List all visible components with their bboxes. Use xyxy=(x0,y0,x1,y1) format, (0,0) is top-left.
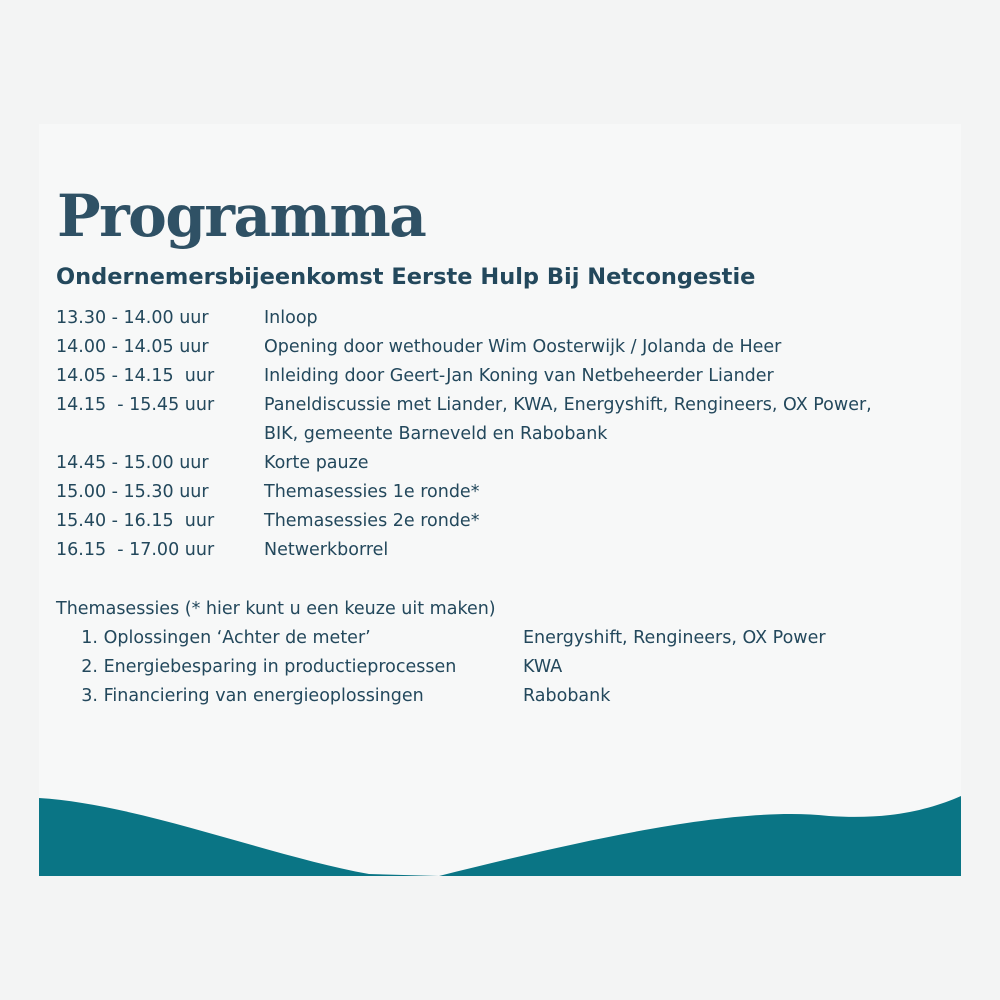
theme-name-text: Oplossingen ‘Achter de meter’ xyxy=(103,628,371,648)
theme-partners: KWA xyxy=(523,657,563,677)
schedule-row xyxy=(56,391,946,449)
schedule-row xyxy=(56,362,946,391)
theme-number: 3. xyxy=(81,686,98,706)
schedule-description-line: Inloop xyxy=(264,308,318,328)
schedule-description xyxy=(264,449,946,478)
schedule-description xyxy=(264,333,946,362)
schedule-time: 13.30 - 14.00 uur xyxy=(56,308,209,328)
schedule-row xyxy=(56,449,946,478)
schedule-time: 15.00 - 15.30 uur xyxy=(56,482,209,502)
theme-partners: Rabobank xyxy=(523,686,611,706)
schedule-description-line: Inleiding door Geert-Jan Koning van Netbeheerder Liander xyxy=(264,366,774,386)
schedule-description xyxy=(264,362,946,391)
theme-name-text: Energiebesparing in productieprocessen xyxy=(103,657,457,677)
schedule-row xyxy=(56,536,946,565)
schedule-description xyxy=(264,478,946,507)
theme-name xyxy=(98,624,523,653)
theme-name xyxy=(98,682,523,711)
schedule-description-line: Netwerkborrel xyxy=(264,540,389,560)
schedule-time: 14.05 - 14.15 uur xyxy=(56,366,215,386)
schedule-time: 14.15 - 15.45 uur xyxy=(56,395,215,415)
schedule-description-line: Themasessies 1e ronde* xyxy=(264,482,480,502)
themes-list xyxy=(56,624,946,711)
wave-shape xyxy=(39,796,961,876)
page-title: Programma xyxy=(57,182,426,250)
schedule-description xyxy=(264,304,946,333)
themes-heading: Themasessies (* hier kunt u een keuze uit maken) xyxy=(56,599,496,619)
schedule-list xyxy=(56,304,946,565)
theme-name-text: Financiering van energieoplossingen xyxy=(103,686,424,706)
theme-item xyxy=(56,624,946,653)
program-card xyxy=(39,124,961,876)
theme-partners: Energyshift, Rengineers, OX Power xyxy=(523,628,826,648)
schedule-time: 14.00 - 14.05 uur xyxy=(56,337,209,357)
schedule-row xyxy=(56,333,946,362)
schedule-description-line: Paneldiscussie met Liander, KWA, Energyshift, Rengineers, OX Power, xyxy=(264,395,872,415)
schedule-description xyxy=(264,536,946,565)
schedule-description-line: Korte pauze xyxy=(264,453,369,473)
schedule-row xyxy=(56,478,946,507)
decorative-wave xyxy=(39,796,961,876)
schedule-row xyxy=(56,304,946,333)
theme-number: 2. xyxy=(81,657,98,677)
theme-item xyxy=(56,653,946,682)
schedule-description xyxy=(264,507,946,536)
schedule-description xyxy=(264,391,946,449)
theme-name xyxy=(98,653,523,682)
schedule-description-line: Opening door wethouder Wim Oosterwijk / Jolanda de Heer xyxy=(264,337,782,357)
theme-number: 1. xyxy=(81,628,98,648)
schedule-row xyxy=(56,507,946,536)
schedule-time: 14.45 - 15.00 uur xyxy=(56,453,209,473)
event-subtitle: Ondernemersbijeenkomst Eerste Hulp Bij Netcongestie xyxy=(56,264,756,290)
schedule-time: 15.40 - 16.15 uur xyxy=(56,511,215,531)
schedule-description-line: Themasessies 2e ronde* xyxy=(264,511,480,531)
schedule-time: 16.15 - 17.00 uur xyxy=(56,540,215,560)
schedule-description-line: BIK, gemeente Barneveld en Rabobank xyxy=(264,424,608,444)
theme-item xyxy=(56,682,946,711)
